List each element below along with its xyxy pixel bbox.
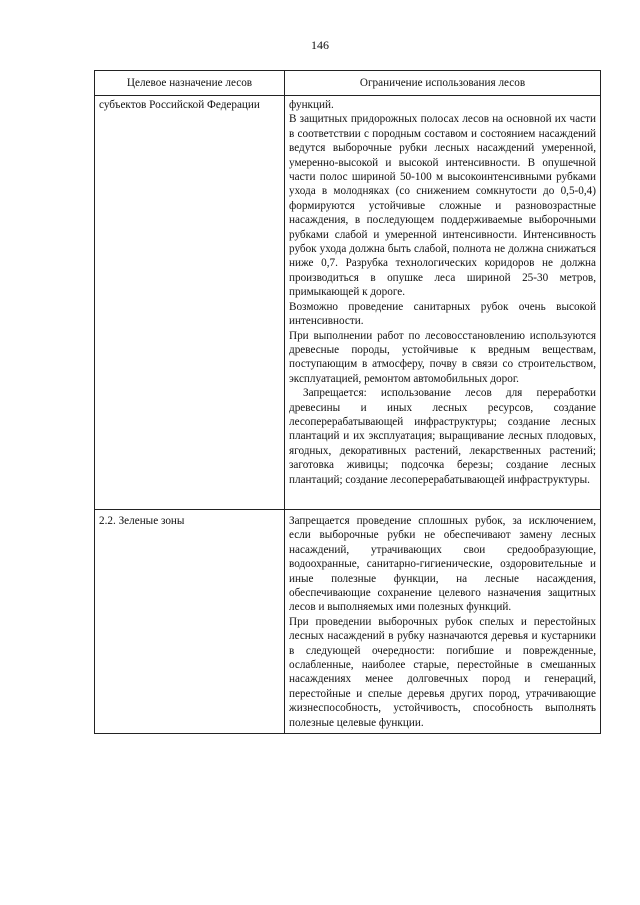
purpose-cell: субъектов Российской Федерации [95, 96, 285, 510]
restriction-paragraph: В защитных придорожных полосах лесов на основной их части в соответствии с породным составом и состоянием насаждений ведутся выборочные рубки лесных насаждений умеренной, умеренно-высокой и высокой интенсивности. В опушечной части полос шириной 50-100 м высокоинтенсивными рубками ухода в молодняках (со снижением сомкнутости до 0,5-0,4) формируются устойчивые сложные и разновозрастные насаждения, в последующем поддерживаемые выборочными рубками слабой и умеренной интенсивности. Интенсивность рубок ухода должна быть слабой, полнота не должна снижаться ниже 0,7. Разрубка технологических коридоров не должна производиться в опушке леса шириной 25-30 метров, примыкающей к дороге. [289, 113, 596, 299]
restriction-paragraph: При выполнении работ по лесовосстановлению используются древесные породы, устойчивые к вредным веществам, поступающим в атмосферу, почву в связи со строительством, эксплуатацией, ремонтом автомобильных дорог. [289, 329, 596, 385]
restriction-paragraph: Запрещается: использование лесов для переработки древесины и иных лесных ресурсов, создание лесоперерабатывающей инфраструктуры; создание лесных плантаций и их эксплуатация; выращивание лесных плодовых, ягодных, декоративных растений, лекарственных растений; заготовка живицы; подсочка березы; создание лесных плантаций; создание лесоперерабатывающей инфраструктуры. [289, 387, 596, 486]
restriction-paragraph: Запрещается проведение сплошных рубок, за исключением, если выборочные рубки не обеспечивают замену лесных насаждений, утрачивающих свои средообразующие, водоохранные, санитарно-гигиенические, оздоровительные и иные полезные функции, на лесные насаждения, обеспечивающие сохранение целевого назначения защитных лесов и выполняемых ими полезных функций. [289, 514, 596, 614]
page-number: 146 [311, 38, 329, 52]
header-use-restriction: Ограничение использования лесов [285, 71, 601, 96]
table-row [95, 96, 601, 510]
purpose-cell: 2.2. Зеленые зоны [95, 509, 285, 733]
restriction-paragraph: При проведении выборочных рубок спелых и перестойных лесных насаждений в рубку назначаются деревья и кустарники в следующей очередности: погибшие и поврежденные, ослабленные, наиболее старые, перестойные в смешанных насаждениях менее долговечных пород и генераций, перестойные и спелые деревья других пород, утрачивающие жизнеспособность, устойчивость, способность выполнять полезные целевые функции. [289, 615, 596, 729]
restriction-cell [285, 96, 601, 510]
forest-use-table [94, 70, 601, 734]
table-row [95, 509, 601, 733]
restriction-paragraph: функций. [289, 99, 334, 111]
restriction-cell [285, 509, 601, 733]
restriction-paragraph: Возможно проведение санитарных рубок очень высокой интенсивности. [289, 300, 596, 328]
table-header-row [95, 71, 601, 96]
header-forest-purpose: Целевое назначение лесов [95, 71, 285, 96]
